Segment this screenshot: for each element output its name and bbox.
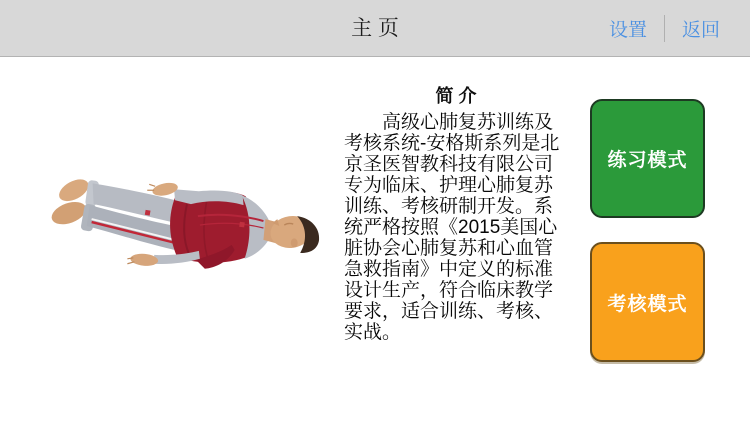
header-separator bbox=[664, 15, 665, 42]
exam-mode-button[interactable]: 考核模式 bbox=[590, 242, 705, 362]
page-title: 主 页 bbox=[351, 17, 399, 40]
cpr-manikin-image bbox=[38, 164, 326, 294]
practice-mode-button[interactable]: 练习模式 bbox=[590, 99, 705, 218]
back-button[interactable]: 返回 bbox=[682, 15, 720, 42]
intro-title: 简 介 bbox=[435, 86, 477, 106]
header-actions bbox=[609, 0, 720, 57]
intro-paragraph: 高级心肺复苏训练及考核系统-安格斯系列是北京圣医智教科技有限公司专为临床、护理心肺复苏训练、考核研制开发。系统严格按照《2015美国心脏协会心肺复苏和心血管急救指南》中定义的标准设计生产，符合临床教学要求，适合训练、考核、实战。 bbox=[344, 112, 560, 343]
header-bar bbox=[0, 0, 750, 57]
settings-button[interactable]: 设置 bbox=[609, 15, 647, 42]
